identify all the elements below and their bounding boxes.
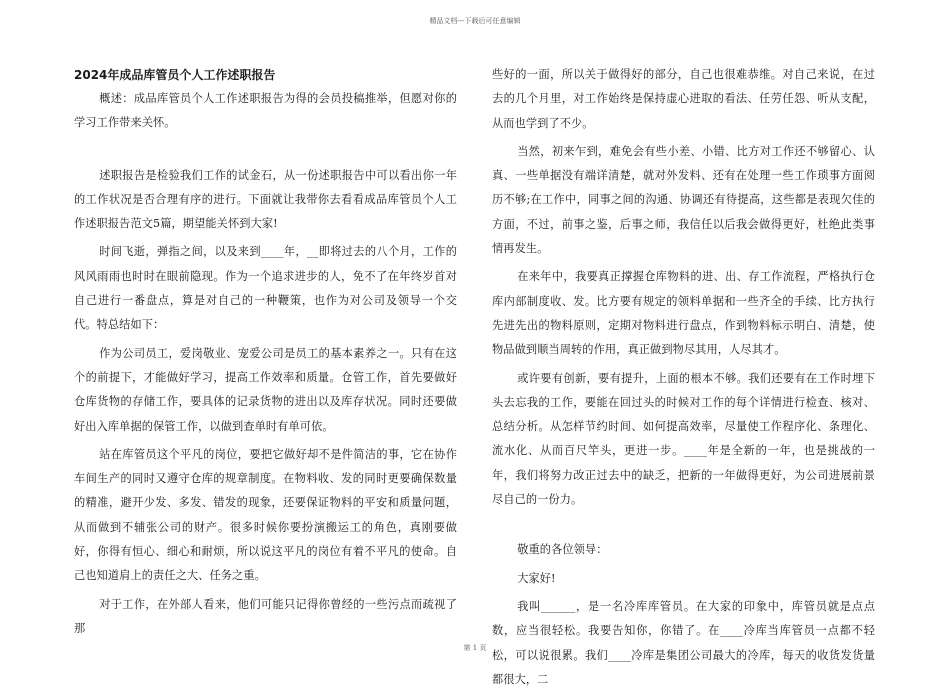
summary-paragraph: 概述：成品库管员个人工作述职报告为得的会员投稿推举，但愿对你的学习工作带来关怀。 — [74, 92, 457, 130]
greeting: 大家好! — [517, 571, 556, 585]
body-paragraph: 作为公司员工，爱岗敬业、宠爱公司是员工的基本素养之一。只有在这个的前提下，才能做好学习，提高工作效率和质量。仓管工作，首先要做好仓库货物的存储工作，要具体的记录货物的进出以及库存状况。同时还要做好出入库单据的保管工作，以做到查单时有单可依。 — [74, 346, 457, 433]
document-title: 2024年成品库管员个人工作述职报告 — [74, 68, 276, 82]
page-header-note: 精品文档---下载后可任意编辑 — [429, 17, 521, 25]
salutation: 敬重的各位领导： — [517, 543, 608, 557]
right-column — [492, 63, 875, 696]
body-paragraph: 或许要有创新，要有提升，上面的根本不够。我们还要有在工作时埋下头去忘我的工作，要能在回过头的时候对工作的每个详情进行检查、核对、总结分析。从怎样节约时间、如何提高效率，尽量使工作程序化、条理化、流水化、从而百尺竿头，更进一步。____年是全新的一年，也是挑战的一年，我们将努力改正过去中的缺乏，把新的一年做得更好，为公司进展前景尽自己的一份力。 — [492, 371, 875, 507]
page-number: 第 1 页 — [463, 644, 487, 652]
body-paragraph: 述职报告是检验我们工作的试金石，从一份述职报告中可以看出你一年的工作状况是否合理有序的进行。下面就让我带你去看看成品库管员个人工作述职报告范文5篇，期望能关怀到大家! — [74, 168, 457, 231]
body-paragraph-continued: 些好的一面，所以关于做得好的部分，自己也很难恭维。对自己来说，在过去的几个月里，对工作始终是保持虚心进取的看法、任劳任怨、听从支配，从而也学到了不少。 — [492, 68, 875, 130]
body-paragraph: 在来年中，我要真正撑握仓库物料的进、出、存工作流程，严格执行仓库内部制度收、发。比方要有规定的领料单据和一些齐全的手续、比方执行先进先出的物料原则，定期对物料进行盘点，作到物料标示明白、清楚，使物品做到顺当周转的作用，真正做到物尽其用，人尽其才。 — [492, 270, 875, 357]
body-paragraph: 我叫______，是一名冷库库管员。在大家的印象中，库管员就是点点数，应当很轻松。我要告知你，你错了。在____冷库当库管员一点都不轻松，可以说很累。我们____冷库是集团公司最大的冷库，每天的收货发货量都很大，二 — [492, 599, 875, 686]
body-paragraph: 当然，初来乍到，难免会有些小差、小错、比方对工作还不够留心、认真、一些单据没有端详清楚，就对外发料、还有在处理一些工作琐事方面阅历不够;在工作中，同事之间的沟通、协调还有待提高，这些都是表现欠佳的方面，不过，前事之鉴，后事之师，我信任以后我会做得更好，杜绝此类事情再发生。 — [492, 144, 875, 256]
body-paragraph: 时间飞逝，弹指之间，以及来到____年，__即将过去的八个月，工作的风风雨雨也时时在眼前隐现。作为一个追求进步的人，免不了在年终岁首对自己进行一番盘点，算是对自己的一种鞭策，也作为对公司及领导一个交代。特总结如下： — [74, 245, 457, 332]
body-paragraph: 站在库管员这个平凡的岗位，要把它做好却不是件简洁的事，它在协作车间生产的同时又遵守仓库的规章制度。在物料收、发的同时更要确保数量的精准，避开少发、多发、错发的现象，还要保证物料的平安和质量问题，从而做到不辅张公司的财产。很多时候你要扮演搬运工的角色，真刚要做好，你得有恒心、细心和耐烦，所以说这平凡的岗位有着不平凡的使命。自己也知道肩上的责任之大、任务之重。 — [74, 447, 457, 583]
body-paragraph: 对于工作，在外部人看来，他们可能只记得你曾经的一些污点而疏视了那 — [74, 597, 457, 635]
left-column — [74, 63, 457, 645]
